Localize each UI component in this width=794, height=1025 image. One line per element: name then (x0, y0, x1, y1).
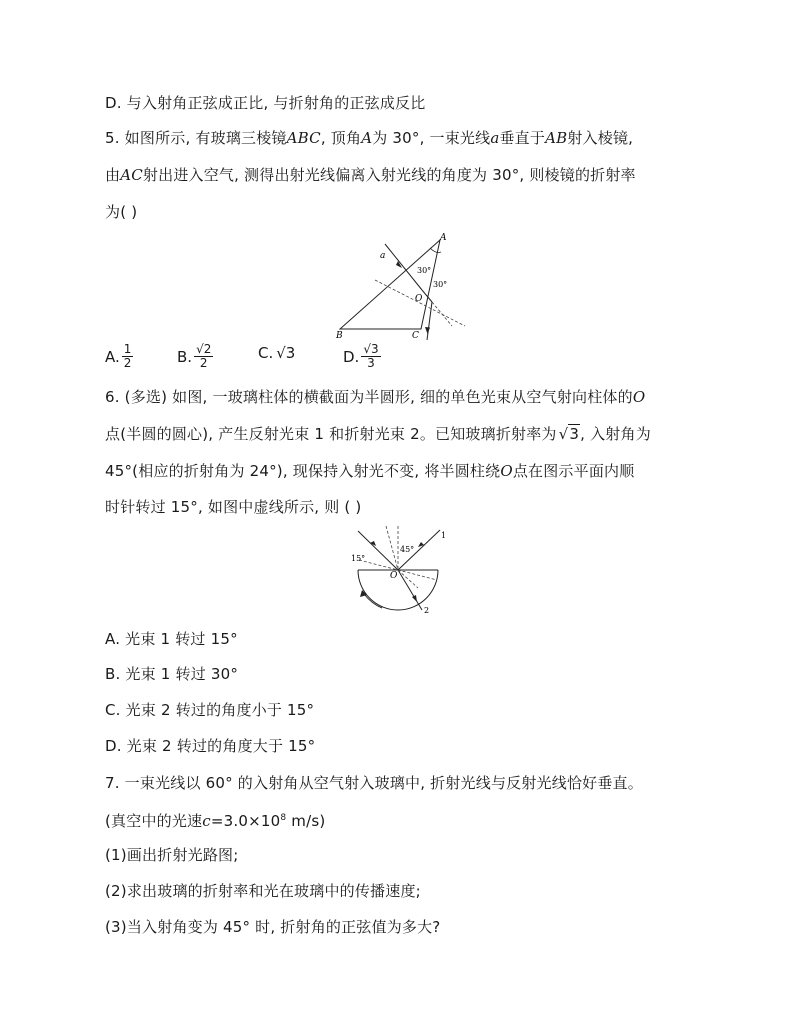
q6-text: 点在图示平面内顺 (512, 462, 635, 480)
q6-option-a: A. 光束 1 转过 15° (105, 630, 238, 648)
q5-line-3: 为( ) (105, 203, 138, 221)
q7-sub-3: (3)当入射角变为 45° 时, 折射角的正弦值为多大? (105, 918, 441, 936)
q5-option-c-value: √3 (276, 344, 296, 362)
q5-option-a-label: A. (105, 347, 120, 366)
q6-option-d: D. 光束 2 转过的角度大于 15° (105, 737, 316, 755)
q6-text: 45°(相应的折射角为 24°), 现保持入射光不变, 将半圆柱绕 (105, 462, 501, 480)
label-o-point: O (390, 571, 398, 581)
label-angle-dev: 30° (433, 280, 448, 289)
q5-text: 由 (105, 166, 121, 184)
fraction-num: 1 (123, 342, 132, 356)
q6-option-b: B. 光束 1 转过 30° (105, 665, 239, 683)
q5-line-2 (105, 165, 636, 185)
q7-text: (真空中的光速 (105, 812, 203, 830)
label-ray-a: a (380, 251, 386, 261)
q5-var-ac: AC (120, 166, 143, 184)
arrow-icon (412, 595, 417, 602)
q5-text: , 顶角 (320, 129, 362, 147)
q5-var-ab: AB (545, 129, 568, 147)
label-o-point: O (415, 294, 423, 304)
q7-sub-1: (1)画出折射光路图; (105, 846, 239, 864)
label-c-vertex: C (412, 331, 419, 341)
q6-option-c: C. 光束 2 转过的角度小于 15° (105, 701, 315, 719)
q5-option-b-label: B. (177, 347, 193, 366)
q5-text: 射出进入空气, 测得出射光线偏离入射光线的角度为 30°, 则棱镜的折射率 (142, 166, 636, 184)
q5-text: 为 30°, 一束光线 (372, 129, 491, 147)
q7-sub-2: (2)求出玻璃的折射率和光在玻璃中的传播速度; (105, 882, 421, 900)
fraction-den: 3 (367, 356, 375, 370)
refracted-ray-2 (398, 570, 422, 610)
fraction (122, 343, 134, 370)
q5-text: 射入棱镜, (567, 129, 634, 147)
prism-figure (330, 230, 470, 345)
q5-var-light-a: a (490, 129, 500, 147)
fraction-num: √2 (196, 342, 212, 356)
q7-text: =3.0×10 (210, 812, 281, 830)
label-b-vertex: B (336, 331, 343, 341)
extension-line (432, 302, 452, 326)
fraction-den: 2 (199, 356, 208, 370)
q5-option-c-label: C. (258, 344, 274, 362)
q6-line-3 (105, 461, 634, 481)
q6-var-o: O (500, 462, 513, 480)
q5-text: 5. 如图所示, 有玻璃三棱镜 (105, 129, 287, 147)
label-angle-15: 15° (351, 554, 366, 563)
q6-text: , 入射角为 (580, 425, 651, 443)
label-a-vertex: A (440, 233, 447, 243)
q5-var-a: A (361, 129, 373, 147)
rotated-normal (386, 526, 398, 570)
q6-text: 点(半圆的圆心), 产生反射光束 1 和折射光束 2。已知玻璃折射率为 (105, 425, 557, 443)
q7-line-1: 7. 一束光线以 60° 的入射角从空气射入玻璃中, 折射光线与反射光线恰好垂直。 (105, 774, 643, 792)
q5-option-b (177, 343, 213, 370)
q5-text: 垂直于 (499, 129, 546, 147)
label-ray-1: 1 (441, 531, 447, 540)
q5-option-d-label: D. (343, 347, 360, 366)
prism-triangle (340, 240, 440, 329)
sqrt-radicand: 3 (569, 425, 580, 443)
q6-text: 6. (多选) 如图, 一玻璃柱体的横截面为半圆形, 细的单色光束从空气射向柱体的 (105, 388, 633, 406)
semicircle-arc (358, 570, 438, 610)
q6-line-4: 时针转过 15°, 如图中虚线所示, 则 ( ) (105, 498, 362, 516)
fraction-den: 2 (123, 356, 132, 370)
q5-line-1 (105, 128, 633, 148)
q4-option-d: D. 与入射角正弦成正比, 与折射角的正弦成反比 (105, 94, 426, 112)
q5-option-d (343, 343, 381, 370)
q7-var-c: c (202, 812, 211, 830)
q6-var-o: O (632, 388, 646, 406)
label-angle-a: 30° (417, 266, 432, 275)
angle-arc (430, 248, 441, 253)
q5-option-a (105, 343, 133, 370)
q7-line-2 (105, 808, 325, 831)
q7-text: m/s) (286, 812, 326, 830)
fraction (194, 343, 213, 370)
arrow-icon (425, 327, 430, 334)
q6-line-1 (105, 387, 645, 407)
reflected-ray-1 (358, 531, 398, 570)
sqrt-symbol: √3 (558, 425, 580, 443)
q6-line-2 (105, 424, 651, 444)
label-angle-45: 45° (400, 545, 415, 554)
fraction (361, 343, 380, 370)
semicircle-figure (340, 522, 460, 617)
q5-option-c (258, 343, 295, 363)
fraction-num: √3 (363, 342, 379, 356)
label-ray-2: 2 (424, 606, 430, 615)
q5-var-abc: ABC (286, 129, 321, 147)
q7-exponent: 8 (280, 813, 287, 823)
